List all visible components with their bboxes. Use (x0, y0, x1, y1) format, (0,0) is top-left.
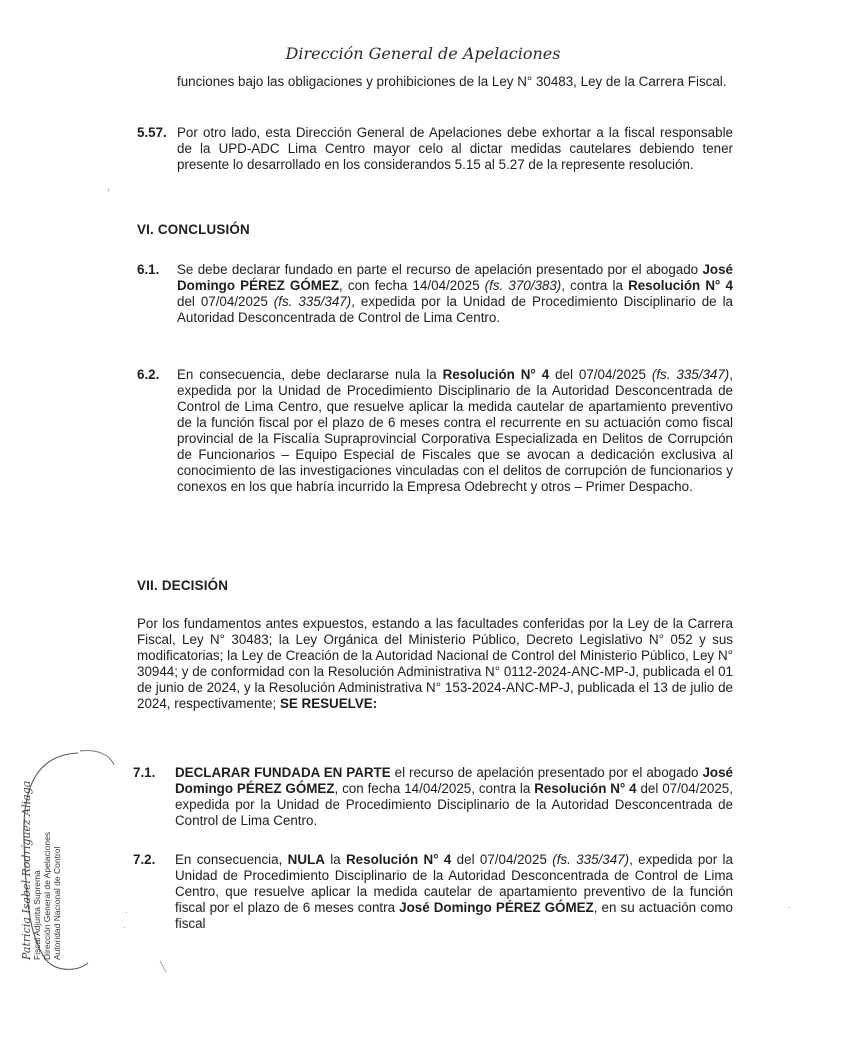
scan-speck: ╲ (160, 962, 167, 973)
text-run: del 07/04/2025 (555, 367, 646, 382)
resolution-reference: Resolución N° 4 (534, 781, 637, 796)
paragraph-number: 6.1. (137, 262, 160, 277)
stamp-text-block (22, 781, 62, 960)
paragraph-continuation (177, 74, 733, 90)
text-run: En consecuencia, debe declararse nula la (177, 367, 437, 382)
party-name: José Domingo PÉREZ GÓMEZ (399, 900, 594, 915)
text-run: del 07/04/2025, expedida por la Unidad de Procedimiento Disciplinario de la Autoridad Desconcentrada de Control de Lima Centro. (175, 781, 733, 828)
paragraph-7-2 (175, 852, 733, 932)
section-heading-conclusion: VI. CONCLUSIÓN (137, 222, 250, 237)
folio-reference: (fs. 335/347) (552, 852, 630, 867)
decision-verb: DECLARAR FUNDADA EN PARTE (175, 765, 391, 780)
se-resuelve: SE RESUELVE: (279, 696, 378, 711)
paragraph-5-57 (177, 125, 733, 173)
paragraph-7-1 (175, 765, 733, 829)
paragraph-text: Por otro lado, esta Dirección General de Apelaciones debe exhortar a la fiscal responsable de la UPD-ADC Lima Centro mayor celo al dictar medidas cautelares debiendo tener presente lo desarrollado en los considerandos 5.15 al 5.27 de la represente resolución. (177, 125, 733, 172)
page-header: Dirección General de Apelaciones (285, 44, 561, 63)
resolution-reference: Resolución N° 4 (628, 278, 733, 293)
text-run: el recurso de apelación presentado por el abogado (394, 765, 699, 780)
stamp-line: Autoridad Nacional de Control (52, 846, 62, 960)
paragraph-6-2 (177, 367, 733, 495)
paragraph-number: 7.2. (133, 852, 156, 867)
folio-reference: (fs. 335/347) (273, 294, 352, 309)
stamp-line: Dirección General de Apelaciones (42, 831, 52, 960)
resolution-reference: Resolución N° 4 (442, 367, 550, 382)
text-run: del 07/04/2025 (456, 852, 547, 867)
resolution-reference: Resolución N° 4 (346, 852, 452, 867)
text-run: la (330, 852, 341, 867)
paragraph-number: 6.2. (137, 367, 160, 382)
text-run: , expedida por la Unidad de Procedimiento Disciplinario de la Autoridad Desconcentrada de Control de Lima Centro, que resuelve aplicar la medida cautelar de apartamiento preventivo de la función fiscal por el plazo de 6 meses contra (175, 852, 733, 915)
text-run: , contra la (561, 278, 623, 293)
signature-flourish (80, 751, 114, 765)
text-run: del 07/04/2025 (177, 294, 268, 309)
paragraph-text: funciones bajo las obligaciones y prohibiciones de la Ley N° 30483, Ley de la Carrera Fiscal. (177, 74, 727, 89)
signature-name: Patricia Isabel Rodríguez Aliaga (20, 780, 33, 960)
scan-speck: , (107, 182, 110, 193)
scan-speck: . (788, 900, 791, 911)
text-run: Por los fundamentos antes expuestos, estando a las facultades conferidas por la Ley de la Carrera Fiscal, Ley N° 30483; la Ley Orgánica del Ministerio Público, Decreto Legislativo N° 052 y sus modificatorias; la Ley de Creación de la Autoridad Nacional de Control del Ministerio Público, Ley N° 30944; y de conformidad con la Resolución Administrativa N° 0112-2024-ANC-MP-J, publicada el 01 de junio de 2024, y la Resolución Administrativa N° 153-2024-ANC-MP-J, publicada el 13 de julio de 2024, respectivamente; (137, 616, 733, 711)
text-run: En consecuencia, (175, 852, 283, 867)
paragraph-number: 7.1. (133, 765, 156, 780)
scan-speck: . (123, 920, 126, 931)
stamp-line: Fiscal Adjunta Suprema (32, 870, 42, 960)
text-run: Se debe declarar fundado en parte el recurso de apelación presentado por el abogado (177, 262, 699, 277)
folio-reference: (fs. 370/383) (484, 278, 562, 293)
text-run: , en su actuación como fiscal (175, 900, 733, 931)
text-run: , expedida por la Unidad de Procedimiento Disciplinario de la Autoridad Desconcentrada de Control de Lima Centro, que resuelve aplicar la medida cautelar de apartamiento preventivo de la función fiscal por el plazo de 6 meses contra el recurrente en su actuación como fiscal provincial de la Fiscalía Supraprovincial Corporativa Especializada en Delitos de Corrupción de Funcionarios – Equipo Especial de Fiscales que se avocan a dedicación exclusiva al conocimiento de las investigaciones vinculadas con el delitos de corrupción de funcionarios y conexos en los que habría incurrido la Empresa Odebrecht y otros – Primer Despacho. (177, 367, 733, 494)
paragraph-number: 5.57. (137, 125, 167, 140)
text-run: , con fecha 14/04/2025, contra la (334, 781, 531, 796)
paragraph-6-1 (177, 262, 733, 326)
folio-reference: (fs. 335/347) (651, 367, 730, 382)
text-run: , con fecha 14/04/2025 (339, 278, 480, 293)
party-name: José Domingo PÉREZ GÓMEZ (175, 765, 733, 796)
party-name: José Domingo PÉREZ GÓMEZ (177, 262, 733, 293)
scan-speck: . (125, 905, 128, 916)
section-heading-decision: VII. DECISIÓN (137, 578, 229, 593)
paragraph-decision-intro (137, 616, 733, 712)
text-run: , expedida por la Unidad de Procedimiento Disciplinario de la Autoridad Desconcentrada de Control de Lima Centro. (177, 294, 733, 325)
decision-verb: NULA (287, 852, 325, 867)
